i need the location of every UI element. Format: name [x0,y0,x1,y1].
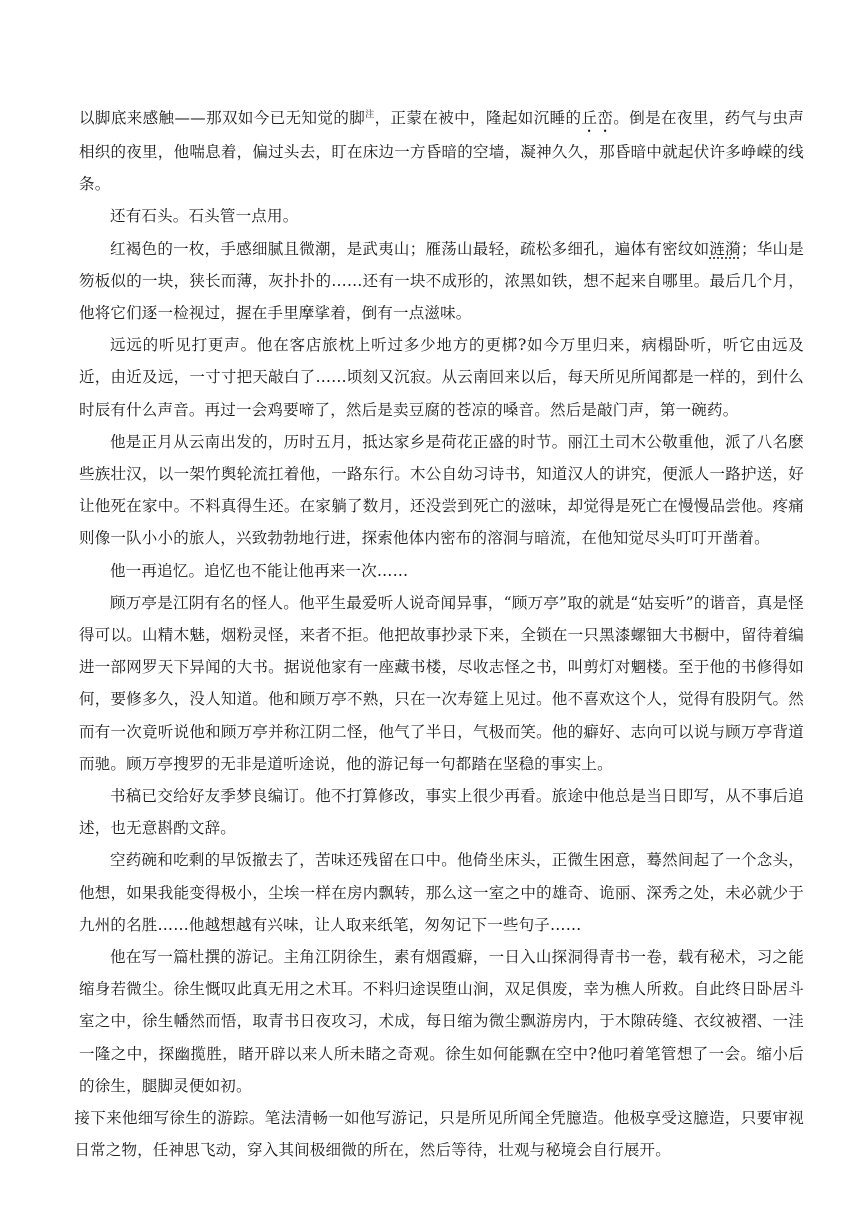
text-run: ；华山是笏板似的一块，狭长而薄，灰扑扑的……还有一块不成形的，浓黑如铁，想不起来自哪里。最后几个月，他将它们逐一检视过，握在手里摩挲着，倒有一点滋味。 [79,239,804,323]
paragraph-8 [79,780,804,844]
paragraph-5 [79,426,804,555]
paragraph-7 [79,587,804,780]
underlined-word: 涟漪 [709,239,741,258]
text-run: 接下来他细写徐生的游踪。笔法清畅一如他写游记，只是所见所闻全凭臆造。他极享受这臆造，只要审视日常之物，任神思飞动，穿入其间极细微的所在，然后等待，壮观与秘境会自行展开。 [74,1109,804,1160]
paragraph-1 [79,102,804,200]
text-run: 他在写一篇杜撰的游记。主角江阴徐生，素有烟霞癖，一日入山探洞得青书一卷，载有秘术，习之能缩身若微尘。徐生慨叹此真无用之术耳。不料归途误堕山涧，双足俱废，幸为樵人所救。自此终日卧居斗室之中，徐生幡然而悟，取青书日夜攻习，术成，每日缩为微尘飘游房内，于木隙砖缝、衣纹被褶、一洼一隆之中，探幽揽胜，睹开辟以来人所未睹之奇观。徐生如何能飘在空中?他叼着笔管想了一会。缩小后的徐生，腿脚灵便如初。 [79,948,804,1095]
paragraph-3 [79,233,804,330]
paragraph-11 [74,1102,804,1166]
text-run: 还有石头。石头管一点用。 [110,207,299,226]
paragraph-6 [79,555,804,587]
paragraph-4 [79,329,804,426]
text-run: 书稿已交给好友季梦良编订。他不打算修改，事实上很少再看。旅途中他总是当日即写，从不事后追述，也无意斟酌文辞。 [79,787,804,838]
emphasis-dotted-word: 丘峦 [581,109,614,127]
text-run: ，正蒙在被中，隆起如沉睡的 [374,109,582,127]
text-run: 远远的听见打更声。他在客店旅枕上听过多少地方的更梆?如今万里归来，病榻卧听，听它由远及近，由近及远，一寸寸把天敲白了……顷刻又沉寂。从云南回来以后，每天所见所闻都是一样的，到什么时辰有什么声音。再过一会鸡要啼了，然后是卖豆腐的苍凉的嗓音。然后是敲门声，第一碗药。 [79,336,804,419]
paragraph-9 [79,844,804,941]
text-run: 他一再追忆。追忆也不能让他再来一次…… [110,561,409,580]
footnote-marker: 注 [365,109,375,120]
text-run: 红褐色的一枚，手感细腻且微潮，是武夷山；雁荡山最轻，疏松多细孔，遍体有密纹如 [110,239,710,258]
paragraph-2 [79,200,804,232]
paragraph-10 [79,941,804,1102]
text-run: 空药碗和吃剩的早饭撤去了，苦味还残留在口中。他倚坐床头，正微生困意，蓦然间起了一个念头，他想，如果我能变得极小，尘埃一样在房内飘转，那么这一室之中的雄奇、诡丽、深秀之处，未必就少于九州的名胜……他越想越有兴味，让人取来纸笔，匆匆记下一些句子…… [79,851,804,934]
document-body [74,102,804,1167]
text-run: 。倒是在夜里，药气与虫声相织的夜里，他喘息着，偏过头去，盯在床边一方昏暗的空墙，凝神久久，那昏暗中就起伏许多峥嵘的线条。 [79,109,804,194]
text-run: 以脚底来感触——那双如今已无知觉的脚 [79,109,366,127]
text-run: 他是正月从云南出发的，历时五月，抵达家乡是荷花正盛的时节。丽江土司木公敬重他，派了八名麽些族壮汉，以一架竹舆轮流扛着他，一路东行。木公自幼习诗书，知道汉人的讲究，便派人一路护送，好让他死在家中。不料真得生还。在家躺了数月，还没尝到死亡的滋味，却觉得是死亡在慢慢品尝他。疼痛则像一队小小的旅人，兴致勃勃地行进，探索他体内密布的溶洞与暗流，在他知觉尽头叮叮开凿着。 [79,432,804,548]
text-run: 顾万亭是江阴有名的怪人。他平生最爱听人说奇闻异事，“顾万亭”取的就是“姑妄听”的谐音，真是怪得可以。山精木魅，烟粉灵怪，来者不拒。他把故事抄录下来，全锁在一只黑漆螺钿大书橱中，留待着编进一部网罗天下异闻的大书。据说他家有一座藏书楼，尽收志怪之书，叫剪灯对魍楼。至于他的书修得如何，要修多久，没人知道。他和顾万亭不熟，只在一次寿筵上见过。他不喜欢这个人，觉得有股阴气。然而有一次竟听说他和顾万亭并称江阴二怪，他气了半日，气极而笑。他的癖好、志向可以说与顾万亭背道而驰。顾万亭搜罗的无非是道听途说，他的游记每一句都踏在坚稳的事实上。 [79,593,804,773]
